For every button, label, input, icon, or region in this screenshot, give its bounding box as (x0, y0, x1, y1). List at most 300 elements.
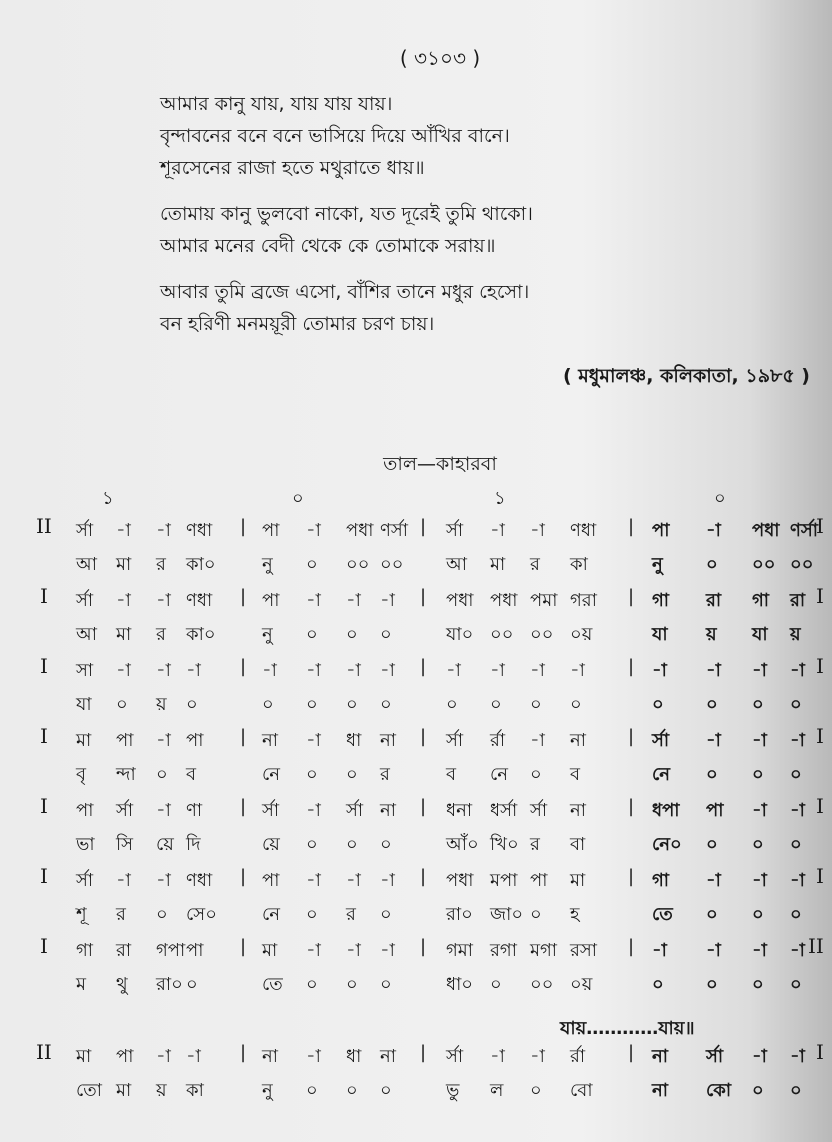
swara-cell: -া (790, 800, 805, 821)
syllable-cell: নু (262, 624, 273, 645)
barline: | (628, 586, 635, 607)
swara-row (0, 862, 832, 896)
swara-row (0, 932, 832, 966)
swara-cell: রা (790, 590, 806, 611)
syllable-cell: মা (490, 554, 506, 575)
syllable-cell: থু (116, 974, 128, 995)
barline: | (420, 726, 427, 747)
syllable-cell: ০ (380, 694, 392, 715)
syllable-cell: ০ (530, 1080, 542, 1101)
barline: | (240, 936, 247, 957)
syllable-cell: ০ (306, 904, 318, 925)
swara-cell: মগা (530, 940, 558, 961)
syllable-cell: ০ (706, 764, 718, 785)
end-barline: I (816, 794, 824, 818)
syllable-cell: হ (570, 904, 580, 925)
lyric-line: আমার মনের বেদী থেকে কে তোমাকে সরায়॥ (160, 235, 496, 257)
swara-cell: না (570, 800, 586, 821)
syllable-cell: ভু (446, 1080, 460, 1101)
syllable-cell: ০ (530, 764, 542, 785)
end-barline: I (816, 724, 824, 748)
beat-marks (0, 484, 832, 510)
lyric-syllable-row (0, 686, 832, 722)
syllable-cell: ০ (380, 624, 392, 645)
swara-cell: -া (116, 590, 131, 611)
swara-cell: -া (652, 660, 667, 681)
syllable-cell: তে (262, 974, 283, 995)
swara-cell: -া (306, 660, 321, 681)
syllable-cell: মা (116, 554, 132, 575)
swara-cell: -া (156, 1046, 171, 1067)
lyric-line: বন হরিণী মনময়ূরী তোমার চরণ চায়। (160, 313, 435, 335)
syllable-cell: ০ (752, 904, 764, 925)
lyric-syllable-row (0, 546, 832, 582)
beat-mark: ১ (494, 488, 506, 509)
syllable-cell: ০০ (346, 554, 370, 575)
swara-cell: পা (706, 800, 724, 821)
swara-cell: পা (262, 520, 280, 541)
swara-cell: পা (186, 730, 204, 751)
syllable-cell: ০ (306, 554, 318, 575)
syllable-cell: নু (262, 554, 273, 575)
end-barline: I (816, 584, 824, 608)
syllable-cell: ০ (306, 1080, 318, 1101)
swara-cell: র্সা (76, 520, 94, 541)
syllable-cell: ০ (262, 694, 274, 715)
syllable-cell: ০ (490, 694, 502, 715)
swara-cell: -া (306, 800, 321, 821)
barline: | (628, 726, 635, 747)
swara-cell: -া (490, 1046, 505, 1067)
syllable-cell: ০ (446, 694, 458, 715)
swara-cell: -া (530, 660, 545, 681)
swara-cell: পধা (490, 590, 518, 611)
syllable-cell: শূ (76, 904, 87, 925)
syllable-cell: ০ (186, 974, 198, 995)
syllable-cell: মা (116, 624, 132, 645)
swara-cell: না (262, 1046, 278, 1067)
swara-cell: পধা (446, 590, 474, 611)
swara-cell: -া (530, 730, 545, 751)
swara-cell: না (652, 1046, 668, 1067)
end-barline: I (816, 1040, 824, 1064)
swara-row (0, 722, 832, 756)
beat-mark: ০ (714, 488, 726, 509)
page-number: ( ৩১০৩ ) (399, 46, 481, 70)
swara-cell: ণা (186, 800, 203, 821)
swara-cell: -া (306, 520, 321, 541)
swara-cell: -া (752, 730, 767, 751)
swara-cell: ণর্সা (380, 520, 408, 541)
swara-cell: র্সা (116, 800, 134, 821)
swara-cell: র্রা (490, 730, 506, 751)
syllable-cell: ল (490, 1080, 504, 1101)
syllable-cell: ০ (346, 974, 358, 995)
swara-cell: ধর্সা (490, 800, 518, 821)
syllable-cell: নে০ (652, 834, 682, 855)
swara-cell: -া (530, 1046, 545, 1067)
swara-cell: -া (706, 520, 721, 541)
barline: | (240, 516, 247, 537)
swara-cell: রগা (490, 940, 517, 961)
swara-cell: পা (262, 870, 280, 891)
syllable-cell: কা (570, 554, 588, 575)
swara-cell: ধা (346, 1046, 362, 1067)
syllable-cell: ০ (652, 694, 664, 715)
syllable-cell: ০ (306, 974, 318, 995)
syllable-cell: ০ (530, 694, 542, 715)
swara-cell: -া (306, 940, 321, 961)
stanza (160, 276, 720, 340)
syllable-cell: ০ (306, 834, 318, 855)
syllable-cell: রা০ (156, 974, 183, 995)
syllable-cell: ০০ (530, 974, 554, 995)
start-barline: I (40, 794, 48, 818)
beat-mark: ০ (292, 488, 304, 509)
syllable-cell: ০ (706, 834, 718, 855)
syllable-cell: ০ (752, 694, 764, 715)
syllable-cell: ০ (490, 974, 502, 995)
syllable-cell: ০০ (490, 624, 514, 645)
syllable-cell: বা (570, 834, 586, 855)
syllable-cell: ০ (570, 694, 582, 715)
barline: | (628, 866, 635, 887)
swara-cell: -া (306, 870, 321, 891)
syllable-cell: বো (570, 1080, 593, 1101)
syllable-cell: ০ (346, 764, 358, 785)
swara-cell: -া (790, 730, 805, 751)
syllable-cell: য় (156, 694, 167, 715)
swara-cell: -া (156, 730, 171, 751)
syllable-cell: দি (186, 834, 201, 855)
syllable-cell: ০০ (790, 554, 814, 575)
syllable-cell: ০০ (530, 624, 554, 645)
syllable-cell: ০ (752, 764, 764, 785)
syllable-cell: ম (76, 974, 86, 995)
swara-cell: পা (116, 1046, 134, 1067)
swara-cell: -া (706, 870, 721, 891)
syllable-cell: র (530, 834, 540, 855)
syllable-cell: র (156, 624, 166, 645)
swara-cell: র্রা (570, 1046, 586, 1067)
beat-mark: ১ (102, 488, 114, 509)
swara-cell: র্সা (446, 730, 464, 751)
syllable-cell: জা০ (490, 904, 524, 925)
syllable-cell: ০ (186, 694, 198, 715)
syllable-cell: র (530, 554, 540, 575)
syllable-cell: ০ (156, 904, 168, 925)
syllable-cell: র (346, 904, 356, 925)
barline: | (240, 656, 247, 677)
syllable-cell: ০ (790, 764, 802, 785)
syllable-cell: ব (446, 764, 457, 785)
swara-cell: ণধা (186, 590, 213, 611)
swara-row (0, 512, 832, 546)
barline: | (420, 866, 427, 887)
swara-cell: ণধা (570, 520, 597, 541)
syllable-cell: য়ে (156, 834, 174, 855)
citation: ( মধুমালঞ্চ, কলিকাতা, ১৯৮৫ ) (562, 365, 810, 387)
swara-cell: পা (116, 730, 134, 751)
swara-cell: ধনা (446, 800, 473, 821)
lyric-syllable-row (0, 756, 832, 792)
syllable-cell: ০ (346, 1080, 358, 1101)
syllable-cell: আ (446, 554, 467, 575)
barline: | (420, 656, 427, 677)
syllable-cell: য়ে (262, 834, 280, 855)
swara-cell: -া (156, 660, 171, 681)
lyric-line: তোমায় কানু ভুলবো নাকো, যত দূরেই তুমি থাকো। (160, 203, 533, 225)
syllable-cell: ০ (156, 764, 168, 785)
syllable-cell: ০ (790, 1080, 802, 1101)
syllable-cell: র (380, 764, 390, 785)
syllable-cell: ০ (790, 974, 802, 995)
swara-row (0, 582, 832, 616)
swara-cell: পা (262, 590, 280, 611)
start-barline: I (40, 724, 48, 748)
syllable-cell: সি (116, 834, 134, 855)
syllable-cell: নে (652, 764, 671, 785)
swara-cell: -া (790, 1046, 805, 1067)
swara-cell: -া (652, 940, 667, 961)
syllable-cell: যা (76, 694, 92, 715)
swara-cell: -া (752, 800, 767, 821)
swara-cell: ধা (346, 730, 362, 751)
start-barline: I (40, 864, 48, 888)
syllable-cell: নু (652, 554, 663, 575)
swara-cell: -া (306, 590, 321, 611)
swara-cell: -া (346, 660, 361, 681)
swara-cell: -া (706, 660, 721, 681)
swara-cell: র্সা (446, 1046, 464, 1067)
swara-cell: গমা (446, 940, 474, 961)
syllable-cell: ধা০ (446, 974, 474, 995)
syllable-cell: আ (76, 624, 97, 645)
swara-cell: মা (570, 870, 586, 891)
syllable-cell: তো (76, 1080, 103, 1101)
swara-cell: -া (752, 870, 767, 891)
swara-cell: -া (156, 800, 171, 821)
swara-row (0, 792, 832, 826)
syllable-cell: য় (156, 1080, 167, 1101)
syllable-cell: ০০ (752, 554, 776, 575)
syllable-cell: ০ (790, 904, 802, 925)
syllable-cell: ০ (706, 974, 718, 995)
swara-cell: -া (380, 590, 395, 611)
syllable-cell: ০য় (570, 974, 593, 995)
syllable-cell: নে (490, 764, 509, 785)
swara-cell: -া (490, 660, 505, 681)
swara-cell: র্সা (446, 520, 464, 541)
barline: | (628, 796, 635, 817)
syllable-cell: খি০ (490, 834, 519, 855)
swara-cell: পধা (752, 520, 780, 541)
swara-cell: ধপা (652, 800, 680, 821)
syllable-cell: নু (262, 1080, 273, 1101)
barline: | (240, 866, 247, 887)
syllable-cell: আঁ০ (446, 834, 479, 855)
syllable-cell: কো (706, 1080, 732, 1101)
refrain-line: যায়…………যায়॥ (560, 1018, 695, 1039)
lyric-syllable-row (0, 966, 832, 1002)
syllable-cell: ভা (76, 834, 95, 855)
lyric-line: আবার তুমি ব্রজে এসো, বাঁশির তানে মধুর হেসো। (160, 281, 530, 303)
swara-cell: পধা (446, 870, 474, 891)
swara-cell: মা (76, 1046, 92, 1067)
swara-cell: গরা (570, 590, 597, 611)
swara-cell: -া (446, 660, 461, 681)
swara-cell: না (380, 800, 396, 821)
swara-cell: গপা (156, 940, 186, 961)
stanza (160, 198, 720, 262)
lyric-syllable-row (0, 1072, 832, 1108)
swara-cell: -া (706, 730, 721, 751)
swara-cell: র্সা (346, 800, 364, 821)
end-barline: I (816, 864, 824, 888)
barline: | (420, 516, 427, 537)
start-barline: I (40, 934, 48, 958)
swara-cell: -া (380, 940, 395, 961)
swara-cell: পা (76, 800, 94, 821)
swara-cell: রা (706, 590, 722, 611)
syllable-cell: সে০ (186, 904, 217, 925)
barline: | (420, 796, 427, 817)
syllable-cell: ০ (706, 554, 718, 575)
syllable-cell: ০ (346, 694, 358, 715)
syllable-cell: রা০ (446, 904, 473, 925)
barline: | (628, 656, 635, 677)
swara-cell: -া (156, 590, 171, 611)
swara-cell: মা (262, 940, 278, 961)
tala-heading: তাল—কাহারবা (383, 453, 497, 475)
swara-cell: -া (156, 870, 171, 891)
swara-cell: মা (76, 730, 92, 751)
syllable-cell: ০ (706, 904, 718, 925)
lyric-line: শূরসেনের রাজা হতে মথুরাতে ধায়॥ (160, 157, 425, 179)
swara-cell: -া (380, 660, 395, 681)
syllable-cell: ন্দা (116, 764, 136, 785)
syllable-cell: ০ (752, 834, 764, 855)
barline: | (420, 936, 427, 957)
swara-cell: -া (490, 520, 505, 541)
swara-cell: পা (530, 870, 548, 891)
swara-cell: -া (570, 660, 585, 681)
swara-cell: -া (790, 940, 805, 961)
syllable-cell: ০ (706, 694, 718, 715)
lyric-line: বৃন্দাবনের বনে বনে ভাসিয়ে দিয়ে আঁখির বানে। (160, 125, 510, 147)
syllable-cell: র (156, 554, 166, 575)
syllable-cell: কা০ (186, 624, 216, 645)
syllable-cell: ০০ (380, 554, 404, 575)
swara-cell: -া (752, 940, 767, 961)
lyrics-block (160, 88, 720, 354)
barline: | (240, 586, 247, 607)
syllable-cell: ০ (530, 904, 542, 925)
syllable-cell: ০ (116, 694, 128, 715)
swara-cell: ণধা (186, 870, 213, 891)
syllable-cell: ০ (652, 974, 664, 995)
syllable-cell: ০ (752, 1080, 764, 1101)
swara-cell: মপা (490, 870, 518, 891)
barline: | (628, 516, 635, 537)
syllable-cell: যা০ (446, 624, 474, 645)
syllable-cell: ০ (306, 624, 318, 645)
syllable-cell: য় (706, 624, 717, 645)
swara-cell: পধা (346, 520, 374, 541)
swara-cell: না (380, 730, 396, 751)
swara-cell: ণধা (186, 520, 213, 541)
swara-cell: -া (380, 870, 395, 891)
syllable-cell: যা (652, 624, 668, 645)
syllable-cell: র (116, 904, 126, 925)
swara-row (0, 1038, 832, 1072)
syllable-cell: না (652, 1080, 668, 1101)
syllable-cell: ০ (306, 694, 318, 715)
swara-cell: র্সা (76, 590, 94, 611)
swara-cell: -া (706, 940, 721, 961)
stanza (160, 88, 720, 184)
swara-cell: -া (262, 660, 277, 681)
lyric-syllable-row (0, 896, 832, 932)
syllable-cell: ব (186, 764, 197, 785)
swara-cell: -া (752, 1046, 767, 1067)
swara-cell: র্সা (262, 800, 280, 821)
swara-cell: গা (752, 590, 770, 611)
swara-cell: র্সা (76, 870, 94, 891)
barline: | (240, 726, 247, 747)
refrain-gap (0, 1002, 832, 1038)
syllable-cell: ০ (346, 624, 358, 645)
swara-cell: -া (530, 520, 545, 541)
syllable-cell: যা (752, 624, 768, 645)
swara-cell: না (262, 730, 278, 751)
syllable-cell: য় (790, 624, 801, 645)
barline: | (420, 1042, 427, 1063)
swara-cell: -া (790, 660, 805, 681)
barline: | (240, 796, 247, 817)
syllable-cell: ০ (346, 834, 358, 855)
barline: | (628, 936, 635, 957)
swara-cell: -া (156, 520, 171, 541)
barline: | (420, 586, 427, 607)
swara-cell: -া (306, 730, 321, 751)
swara-cell: র্সা (652, 730, 670, 751)
syllable-cell: ০ (380, 904, 392, 925)
swara-cell: -া (186, 1046, 201, 1067)
swara-cell: পমা (530, 590, 558, 611)
syllable-cell: ০য় (570, 624, 593, 645)
syllable-cell: ০ (790, 834, 802, 855)
syllable-cell: ০ (752, 974, 764, 995)
syllable-cell: আ (76, 554, 97, 575)
swara-cell: রসা (570, 940, 598, 961)
barline: | (628, 1042, 635, 1063)
swara-cell: না (380, 1046, 396, 1067)
syllable-cell: ০ (790, 694, 802, 715)
swara-row (0, 652, 832, 686)
lyric-syllable-row (0, 616, 832, 652)
notation-table (0, 512, 832, 1108)
lyric-line: আমার কানু যায়, যায় যায় যায়। (160, 93, 393, 115)
swara-cell: গা (76, 940, 94, 961)
swara-cell: র্সা (530, 800, 548, 821)
swara-cell: গা (652, 590, 670, 611)
swara-cell: -া (186, 660, 201, 681)
syllable-cell: কা (186, 1080, 204, 1101)
syllable-cell: ০ (380, 1080, 392, 1101)
end-barline: I (816, 514, 824, 538)
syllable-cell: নে (262, 904, 281, 925)
